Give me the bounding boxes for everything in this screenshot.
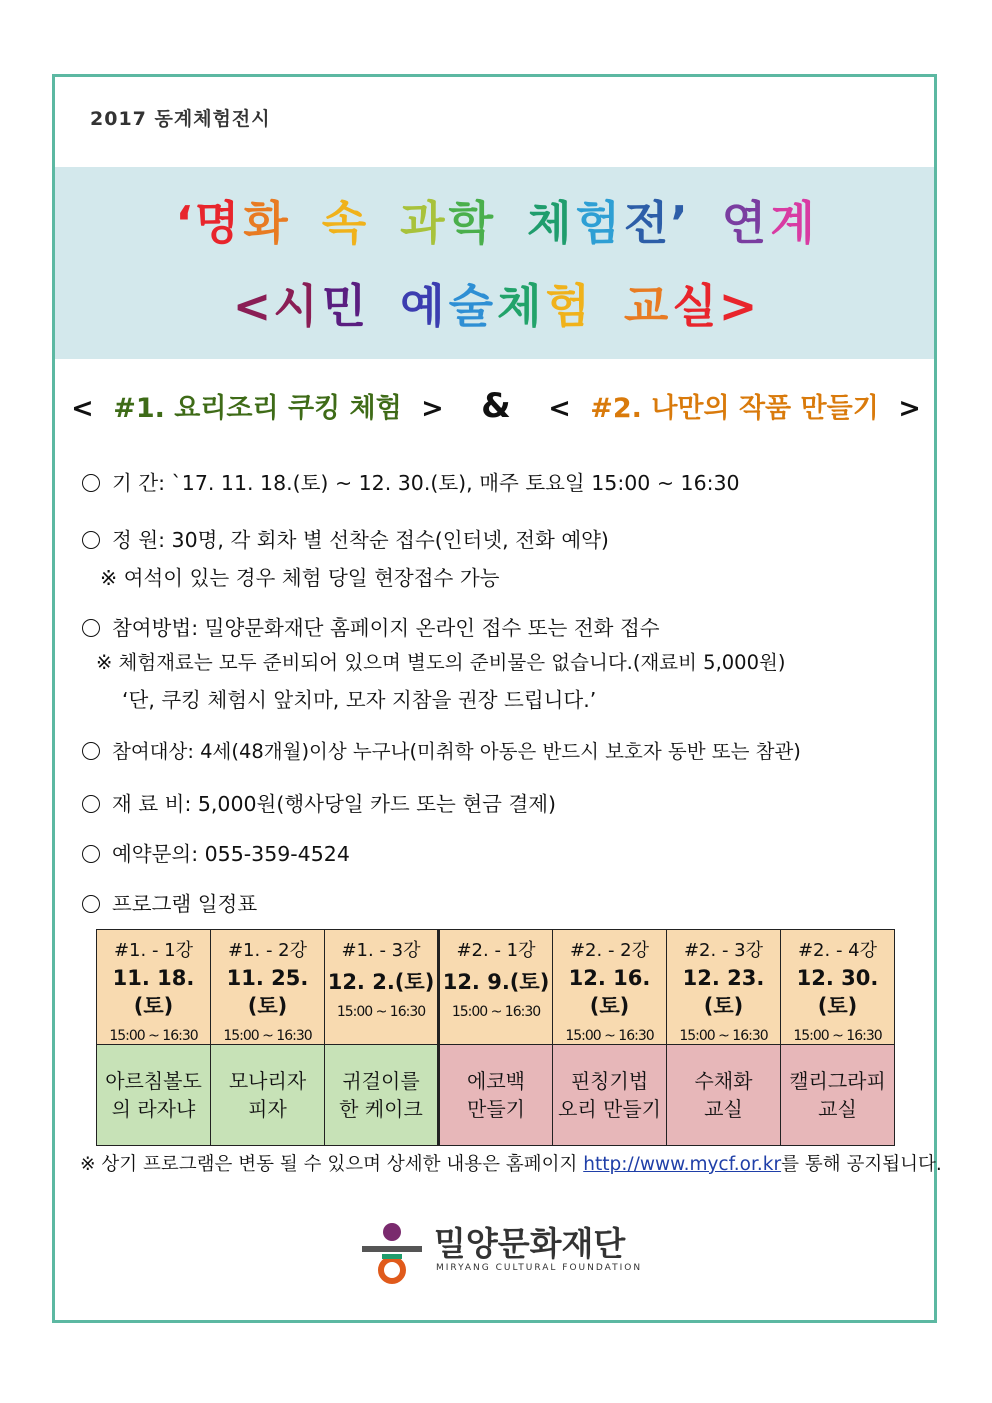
info-contact [82,837,350,867]
footer-note [80,1150,942,1176]
program-name-line: 핀칭기법 [570,1069,649,1093]
course2-close-bracket: > [898,393,921,424]
title-char: 실> [672,279,760,333]
program-name-line: 한 케이크 [339,1097,423,1121]
method-note: ※ 체험재료는 모두 준비되어 있으며 별도의 준비물은 없습니다.(재료비 5,000원) [96,651,786,674]
info-period [82,466,740,496]
course-heading [0,386,992,426]
program-name-line: 만들기 [467,1097,525,1121]
title-line-1 [0,187,992,253]
session-program-cell [97,1045,211,1146]
method-note-2: ‘단, 쿠킹 체험시 앞치마, 모자 지참을 권장 드립니다.’ [122,688,597,712]
session-date: 12. 30.(토) [796,966,879,1018]
title-char: 체 [497,279,544,333]
circle-bullet-icon [82,845,100,863]
program-name-line: 귀걸이를 [342,1069,420,1093]
course1-close-bracket: > [421,393,444,424]
course2-open-bracket: < [548,393,571,424]
session-header-cell [211,930,325,1045]
exhibition-subtitle: 2017 동계체험전시 [90,108,271,130]
circle-bullet-icon [82,795,100,813]
program-name-line: 수채화 [694,1069,753,1093]
course2-title: #2. 나만의 작품 만들기 [590,393,879,424]
period-text: 기 간: `17. 11. 18.(토) ~ 12. 30.(토), 매주 토요일 15:00 ~ 16:30 [112,471,740,495]
logo-mark-icon [358,1218,426,1286]
title-char: 학 [448,196,495,250]
program-name-line: 교실 [704,1097,743,1121]
session-time: 15:00 ~ 16:30 [679,1028,768,1044]
session-date: 12. 2.(토) [327,970,435,994]
session-program-cell [439,1045,553,1146]
title-char: 전’ [623,196,690,250]
session-header-cell [439,930,553,1045]
session-program-cell [667,1045,781,1146]
title-char: 화 [243,196,290,250]
title-char: 험 [575,196,622,250]
session-label: #1. - 3강 [341,940,421,961]
title-char: 민 [321,279,369,333]
program-name-line: 오리 만들기 [558,1097,661,1121]
session-label: #2. - 4강 [797,940,878,961]
session-program-cell [325,1045,439,1146]
circle-bullet-icon [82,531,100,549]
circle-bullet-icon [82,619,100,637]
session-date: 12. 16.(토) [568,966,651,1018]
info-target [82,736,801,764]
session-header-cell [97,930,211,1045]
session-time: 15:00 ~ 16:30 [565,1028,654,1044]
session-time: 15:00 ~ 16:30 [793,1028,882,1044]
session-date: 11. 18.(토) [112,966,195,1018]
session-header-cell [325,930,439,1045]
session-label: #1. - 2강 [227,940,308,961]
title-char: 과 [400,196,447,250]
title-char: 예 [400,279,447,333]
title-char: 교 [623,279,671,333]
session-program-cell [553,1045,667,1146]
session-program-cell [211,1045,325,1146]
program-name-line: 교실 [818,1097,857,1121]
title-line-2 [0,270,992,336]
title-char: ‘명 [175,196,242,250]
logo-name: 밀양문화재단 [434,1224,626,1263]
info-fee [82,787,556,817]
session-time: 15:00 ~ 16:30 [109,1028,198,1044]
schedule-header-row [97,930,895,1045]
program-name-line: 피자 [248,1097,287,1121]
fee-text: 재 료 비: 5,000원(행사당일 카드 또는 현금 결제) [112,792,557,816]
target-text: 참여대상: 4세(48개월)이상 누구나(미취학 아동은 반드시 보호자 동반 또는 참관) [112,740,801,763]
title-char: <시 [232,279,320,333]
session-header-cell [667,930,781,1045]
program-name-line: 의 라자냐 [111,1097,196,1121]
circle-bullet-icon [82,895,100,913]
title-char: 계 [770,196,817,250]
session-date: 11. 25.(토) [226,966,309,1018]
info-method [82,611,660,641]
method-text: 참여방법: 밀양문화재단 홈페이지 온라인 접수 또는 전화 접수 [112,616,660,640]
foundation-logo [358,1218,643,1290]
session-label: #2. - 2강 [569,940,650,961]
homepage-link[interactable]: http://www.mycf.or.kr [583,1154,782,1175]
session-time: 15:00 ~ 16:30 [223,1028,312,1044]
schedule-text: 프로그램 일정표 [112,892,258,916]
program-name-line: 캘리그라피 [789,1069,886,1093]
title-char: 술 [448,279,495,333]
schedule-program-row [97,1045,895,1146]
session-time: 15:00 ~ 16:30 [451,1004,541,1020]
contact-text: 예약문의: 055-359-4524 [112,842,350,866]
circle-bullet-icon [82,474,100,492]
capacity-note: ※ 여석이 있는 경우 체험 당일 현장접수 가능 [100,566,500,590]
info-schedule [82,887,257,917]
title-char: 체 [527,196,574,250]
course1-title: #1. 요리조리 쿠킹 체험 [113,393,402,424]
capacity-text: 정 원: 30명, 각 회차 별 선착순 접수(인터넷, 전화 예약) [112,528,609,552]
info-capacity [82,523,609,553]
session-header-cell [553,930,667,1045]
session-header-cell [781,930,895,1045]
session-label: #2. - 3강 [683,940,764,961]
course1-open-bracket: < [71,393,94,424]
program-name-line: 아르침볼도 [105,1069,202,1093]
session-time: 15:00 ~ 16:30 [336,1004,426,1020]
session-label: #1. - 1강 [113,940,194,961]
footer-note-end: 를 통해 공지됩니다. [781,1154,942,1175]
title-char: 연 [721,196,769,250]
ampersand: & [481,386,511,426]
program-name-line: 모나리자 [228,1069,307,1093]
schedule-table [96,929,895,1146]
circle-bullet-icon [82,742,100,760]
session-program-cell [781,1045,895,1146]
session-date: 12. 23.(토) [682,966,765,1018]
logo-subtitle: MIRYANG CULTURAL FOUNDATION [436,1263,643,1273]
title-char: 속 [321,196,369,250]
title-char: 험 [545,279,592,333]
session-label: #2. - 1강 [456,940,536,961]
footer-note-text: ※ 상기 프로그램은 변동 될 수 있으며 상세한 내용은 홈페이지 [80,1154,584,1175]
program-name-line: 에코백 [467,1069,525,1093]
session-date: 12. 9.(토) [442,970,550,994]
